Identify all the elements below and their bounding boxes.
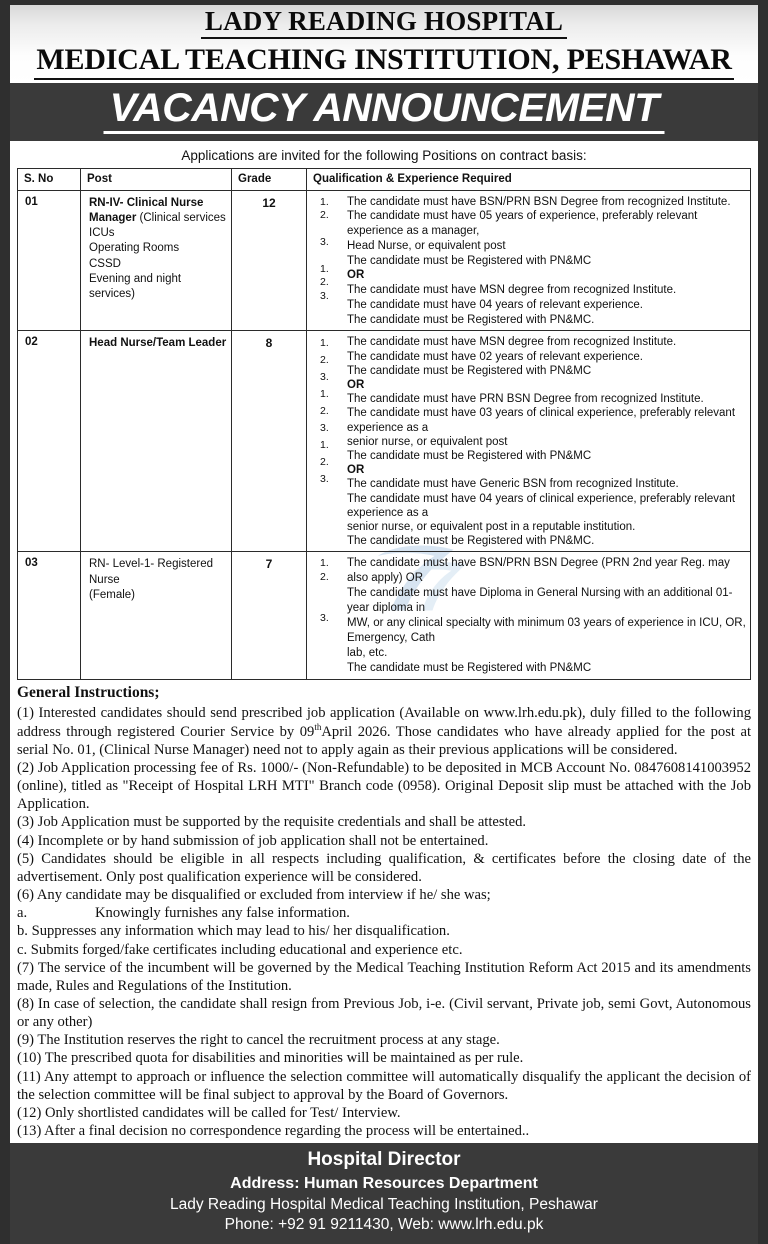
masthead-row-1 [10, 7, 758, 39]
row-post [81, 552, 232, 680]
qual-number-blank [320, 598, 347, 612]
qual-number-blank [320, 223, 347, 236]
instruction-item-6b: b. Suppresses any information which may lead to his/ her disqualification. [17, 923, 450, 940]
post-title-part1: Head Nurse/Team Leader [89, 337, 227, 350]
qual-line: The candidate must have BSN/PRN BSN Degree (PRN 2nd year Reg. may also apply) OR [347, 557, 730, 585]
qual-line: The candidate must have Generic BSN from recognized Institute. [347, 478, 679, 491]
banner-title: VACANCY ANNOUNCEMENT [103, 88, 664, 134]
footer-signatory: Hospital Director [307, 1149, 461, 1171]
table-row [18, 190, 751, 331]
instruction-item-1 [17, 704, 751, 759]
vacancy-banner [10, 83, 758, 141]
content-sheet [10, 141, 758, 1144]
qual-number: 2. [320, 354, 329, 367]
qual-line: The candidate must be Registered with PN&MC. [347, 535, 595, 548]
qual-line: senior nurse, or equivalent post in a reputable institution. [347, 520, 636, 533]
footer-address-label: Address: Human Resources Department [230, 1174, 538, 1192]
qual-line: The candidate must have 04 years of relevant experience. [347, 298, 643, 311]
header-grade: Grade [232, 168, 307, 190]
row-grade: 12 [232, 190, 307, 331]
row-grade: 7 [232, 552, 307, 680]
qual-line-or: OR [347, 269, 365, 282]
qual-number: 2. [320, 276, 329, 289]
table-row [18, 331, 751, 552]
instruction-item-3: (3) Job Application must be supported by the requisite credentials and shall be attested. [17, 814, 527, 831]
instruction-item-10: (10) The prescribed quota for disabilities and minorities will be maintained as per rule. [17, 1050, 524, 1067]
row-qualification [307, 331, 751, 552]
qual-number: 1. [320, 388, 329, 401]
qual-line: The candidate must have PRN BSN Degree from recognized Institute. [347, 393, 704, 406]
footer [10, 1143, 758, 1244]
post-detail-line: Nurse [89, 573, 120, 586]
qual-number-column [307, 555, 347, 676]
qual-number-column [307, 194, 347, 328]
instruction-item-6a [17, 904, 751, 922]
qual-number: 1. [320, 195, 329, 208]
row-sno: 03 [18, 552, 81, 680]
general-instructions-title: General Instructions; [17, 683, 160, 701]
qual-line: Head Nurse, or equivalent post [347, 239, 506, 252]
qual-line: The candidate must have 05 years of experience, preferably relevant experience as a manager, [347, 210, 698, 238]
advertisement-page [10, 5, 758, 1234]
instruction-item-6: (6) Any candidate may be disqualified or excluded from interview if he/ she was; [17, 887, 491, 904]
qual-line: lab, etc. [347, 646, 388, 659]
instruction-item-11: (11) Any attempt to approach or influence the selection committee will automatically disqualify the applicant the decision of the selection committee will be final subject to approval by the Board of Governors. [17, 1068, 751, 1103]
qual-line-or: OR [347, 379, 365, 391]
post-detail-line: (Female) [89, 588, 136, 601]
qual-number: 3. [320, 473, 329, 486]
qual-line: The candidate must be Registered with PN&MC [347, 661, 592, 674]
instruction-item-9: (9) The Institution reserves the right to cancel the recruitment process at any stage. [17, 1032, 500, 1049]
row-grade: 8 [232, 331, 307, 552]
qual-text-column [347, 555, 746, 676]
row-qualification [307, 190, 751, 331]
qual-number: 2. [320, 405, 329, 418]
qual-line: The candidate must have Diploma in General Nursing with an additional 01-year diploma in [347, 587, 733, 615]
qual-number: 2. [320, 456, 329, 469]
qual-number: 2. [320, 570, 329, 583]
general-instructions [17, 684, 751, 1141]
qual-line: The candidate must have BSN/PRN BSN Degree from recognized Institute. [347, 195, 731, 208]
table-header-row [18, 168, 751, 190]
table-row [18, 552, 751, 680]
instruction-item-6c: c. Submits forged/fake certificates including educational and experience etc. [17, 941, 463, 958]
instruction-1-part-b: April 2026. Those candidates who have already applied for the post at serial No. 01, (Clinical Nurse Manager) need not to apply again as their previous applications will be considered. [17, 723, 752, 758]
post-detail-line: CSSD [89, 257, 121, 270]
qual-line: The candidate must have 03 years of clinical experience, preferably relevant experience as a [347, 407, 736, 434]
post-detail-line: ICUs [89, 227, 115, 240]
instruction-item-2: (2) Job Application processing fee of Rs. 1000/- (Non-Refundable) to be deposited in MCB Account No. 0847608141003952 (online), titled as "Receipt of Hospital LRH MTI" Branch code (0958). Original Deposit slip must be attached with the Job Application. [17, 759, 751, 813]
qual-number: 2. [320, 209, 329, 222]
qual-line: The candidate must have MSN degree from recognized Institute. [347, 284, 677, 297]
qual-line-or: OR [347, 464, 365, 477]
row-sno: 01 [18, 190, 81, 331]
vacancy-table [17, 168, 751, 680]
qual-number: 3. [320, 422, 329, 435]
instruction-1-part-a: (1) Interested candidates should send prescribed job application (Available on www.lrh.edu.pk), duly filled to the following address through registered Courier Service by 09 [17, 704, 751, 740]
hospital-name: LADY READING HOSPITAL [201, 7, 567, 39]
qual-text-column [347, 194, 746, 328]
footer-contact: Phone: +92 91 9211430, Web: www.lrh.edu.pk [224, 1216, 544, 1234]
qual-line: The candidate must be Registered with PN&MC [347, 449, 592, 462]
masthead [10, 5, 758, 83]
qual-line: The candidate must be Registered with PN&MC. [347, 313, 595, 326]
post-detail-line: Operating Rooms [89, 242, 180, 255]
instruction-item-4: (4) Incomplete or by hand submission of job application shall not be entertained. [17, 832, 489, 849]
sub-item-text: Knowingly furnishes any false information. [95, 905, 350, 922]
header-qualification: Qualification & Experience Required [307, 168, 751, 190]
qual-number: 3. [320, 611, 329, 624]
qual-line: MW, or any clinical specialty with minimum 03 years of experience in ICU, OR, Emergency, Cath [347, 617, 746, 644]
qual-number-blank [320, 585, 347, 599]
instruction-item-12: (12) Only shortlisted candidates will be called for Test/ Interview. [17, 1104, 401, 1121]
qual-number: 3. [320, 371, 329, 384]
header-post: Post [81, 168, 232, 190]
qual-number: 1. [320, 557, 329, 570]
instruction-item-7: (7) The service of the incumbent will be governed by the Medical Teaching Institution Reform Act 2015 and its amendments made, Rules and Regulations of the Institution. [17, 959, 751, 994]
row-qualification [307, 552, 751, 680]
post-title-rest: (Clinical services [139, 211, 226, 224]
qual-line: The candidate must be Registered with PN&MC [347, 364, 592, 377]
qual-line: senior nurse, or equivalent post [347, 435, 508, 448]
qual-number-blank [320, 249, 347, 262]
row-post [81, 331, 232, 552]
post-detail-line: Evening and night services) [89, 272, 182, 301]
row-sno: 02 [18, 331, 81, 552]
row-post [81, 190, 232, 331]
qual-line: The candidate must have 04 years of clinical experience, preferably relevant experience as a [347, 492, 736, 519]
post-title-part1: RN- Level-1- Registered [89, 558, 213, 571]
qual-line: The candidate must have MSN degree from recognized Institute. [347, 336, 677, 349]
instruction-item-5: (5) Candidates should be eligible in all respects including qualification, & certificates before the closing date of the advertisement. Only post qualification experience will be considered. [17, 850, 751, 885]
instruction-item-8: (8) In case of selection, the candidate shall resign from Previous Job, i-e. (Civil servant, Private job, semi Govt, Autonomous or any other) [17, 996, 751, 1031]
intro-text: Applications are invited for the following Positions on contract basis: [181, 147, 587, 163]
qual-text-column [347, 334, 746, 548]
qual-line: The candidate must have 02 years of relevant experience. [347, 350, 643, 363]
footer-address: Lady Reading Hospital Medical Teaching Institution, Peshawar [170, 1195, 598, 1213]
qual-number: 1. [320, 262, 329, 275]
qual-number: 1. [320, 337, 329, 350]
qual-number: 3. [320, 236, 329, 248]
masthead-row-2 [10, 41, 758, 79]
qual-number: 1. [320, 439, 329, 452]
qual-line: The candidate must be Registered with PN&MC [347, 254, 592, 267]
qual-number-column [307, 334, 347, 548]
header-sno: S. No [18, 168, 81, 190]
institution-name: MEDICAL TEACHING INSTITUTION, PESHAWAR [34, 44, 733, 79]
post-title-part1: RN-IV- Clinical Nurse [89, 196, 204, 209]
qual-number: 3. [320, 289, 329, 302]
post-title-part2: Manager [89, 211, 137, 224]
instruction-item-13: (13) After a final decision no correspondence regarding the process will be entertained.. [17, 1123, 530, 1140]
ordinal-suffix: th [314, 721, 322, 732]
sub-item-label: a. [17, 905, 28, 922]
